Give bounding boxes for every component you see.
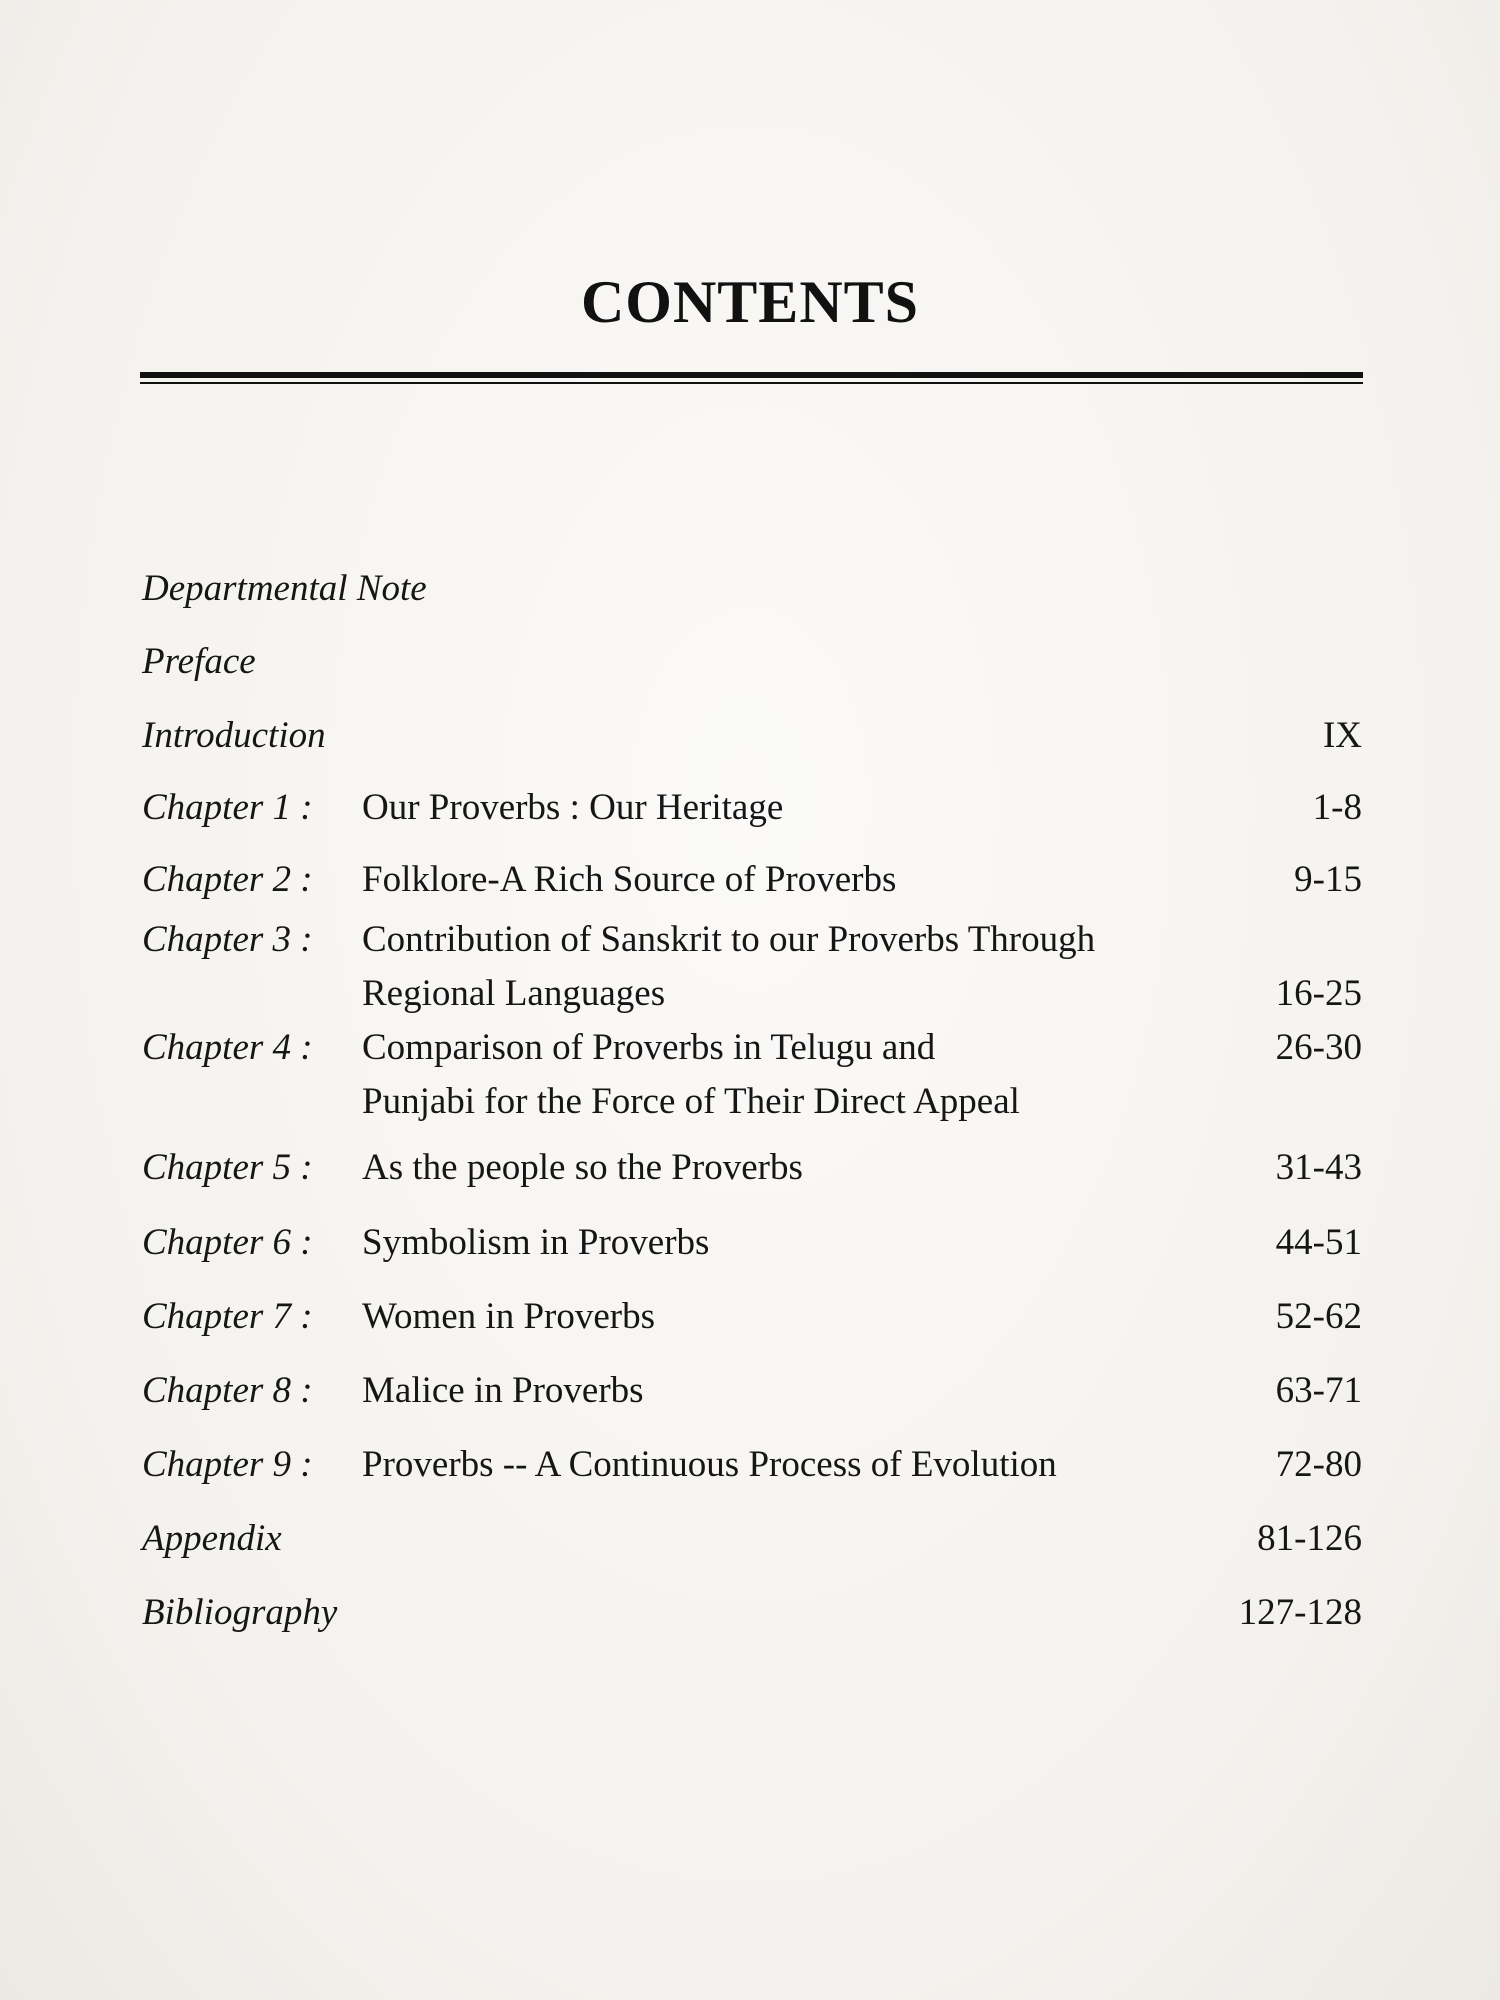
toc-entry-title-line-1: Comparison of Proverbs in Telugu and: [362, 1027, 936, 1068]
toc-entry-pages: 26-30: [1275, 1027, 1362, 1068]
toc-entry-title: [362, 918, 1095, 1016]
title-rule-thin: [140, 382, 1363, 384]
toc-entry-title-line-2: Regional Languages: [362, 973, 666, 1014]
toc-entry-title: Folklore-A Rich Source of Proverbs: [362, 859, 897, 900]
toc-entry-label: Chapter 6 :: [142, 1222, 313, 1263]
toc-entry-label: Chapter 5 :: [142, 1147, 313, 1188]
toc-entry-label: Chapter 9 :: [142, 1444, 313, 1485]
page-title: CONTENTS: [580, 269, 920, 335]
toc-entry-pages: 31-43: [1275, 1147, 1362, 1188]
toc-entry-pages: 44-51: [1275, 1222, 1362, 1263]
toc-entry-label: Chapter 4 :: [142, 1027, 313, 1068]
toc-entry-title: Our Proverbs : Our Heritage: [362, 787, 784, 828]
toc-entry-pages: 16-25: [1275, 973, 1362, 1014]
toc-entry-pages: IX: [1322, 715, 1362, 756]
toc-entry-label: Preface: [142, 641, 256, 682]
toc-entry-label: Chapter 7 :: [142, 1296, 313, 1337]
toc-entry-label: Departmental Note: [142, 568, 427, 609]
toc-entry-pages: 52-62: [1275, 1296, 1362, 1337]
toc-entry-label: Chapter 3 :: [142, 919, 313, 960]
toc-entry-pages: 127-128: [1238, 1592, 1362, 1633]
toc-entry-label: Chapter 8 :: [142, 1370, 313, 1411]
toc-entry-label: Introduction: [142, 715, 326, 756]
toc-entry-pages: 1-8: [1312, 787, 1362, 828]
toc-entry-title: Malice in Proverbs: [362, 1370, 644, 1411]
toc-entry-title: [362, 1026, 1020, 1124]
toc-entry-title-line-1: Contribution of Sanskrit to our Proverbs Through: [362, 919, 1096, 960]
toc-entry-pages: 63-71: [1275, 1370, 1362, 1411]
toc-entry-label: Bibliography: [142, 1592, 338, 1633]
toc-entry-title: As the people so the Proverbs: [362, 1147, 803, 1188]
toc-entry-pages: 81-126: [1257, 1518, 1362, 1559]
title-rule-thick: [140, 372, 1363, 378]
toc-entry-title-line-2: Punjabi for the Force of Their Direct Appeal: [362, 1081, 1020, 1122]
toc-entry-pages: 9-15: [1294, 859, 1362, 900]
toc-entry-pages: 72-80: [1275, 1444, 1362, 1485]
toc-entry-label: Chapter 1 :: [142, 787, 313, 828]
toc-entry-title: Proverbs -- A Continuous Process of Evolution: [362, 1444, 1057, 1485]
toc-entry-title: Symbolism in Proverbs: [362, 1222, 710, 1263]
toc-entry-label: Chapter 2 :: [142, 859, 313, 900]
toc-entry-label: Appendix: [142, 1518, 282, 1559]
toc-entry-title: Women in Proverbs: [362, 1296, 655, 1337]
